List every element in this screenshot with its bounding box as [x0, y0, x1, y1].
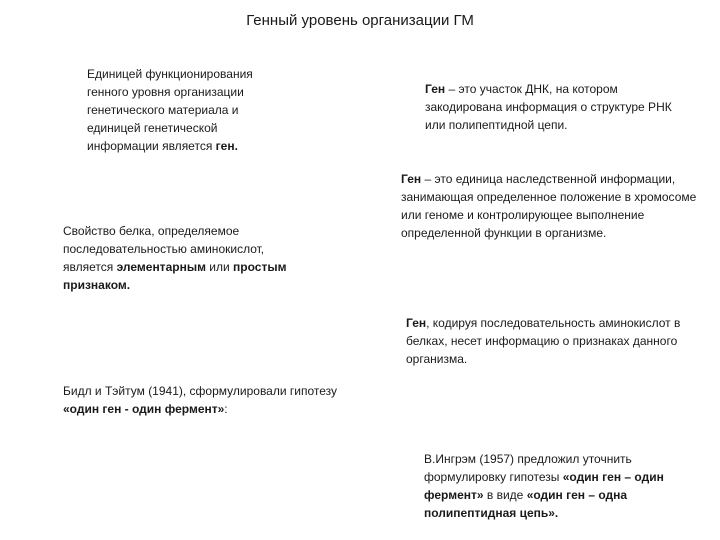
- bold-term: «один ген – один фермент»: [424, 470, 664, 502]
- text-block-gene-unit: [87, 65, 287, 155]
- text: – это участок ДНК, на котором закодирована информация о структуре РНК или полипептидной цепи.: [425, 82, 672, 132]
- bold-term: элементарным: [116, 260, 206, 274]
- bold-term: «один ген – одна полипептидная цепь».: [424, 488, 628, 520]
- text: Бидл и Тэйтум (1941), сформулировали гипотезу: [63, 384, 338, 398]
- page-title: Генный уровень организации ГМ: [246, 12, 474, 29]
- bold-term: Ген: [401, 172, 422, 186]
- text: В.Ингрэм (1957) предложил уточнить формулировку гипотезы: [424, 452, 632, 484]
- text: или: [205, 260, 234, 274]
- text-block-protein-trait: [63, 222, 303, 294]
- text: Свойство белка, определяемое последовательностью аминокислот, является: [63, 224, 265, 274]
- text: в виде: [483, 488, 527, 502]
- text-block-gene-dna-definition: [425, 80, 695, 134]
- text-block-ingram: [424, 450, 694, 522]
- text: :: [224, 402, 228, 416]
- bold-term: Ген: [425, 82, 446, 96]
- text: , кодируя последовательность аминокислот в белках, несет информацию о признаках данного организма.: [406, 316, 681, 366]
- bold-term: ген.: [215, 139, 238, 153]
- text: – это единица наследственной информации, занимающая определенное положение в хромосоме или геноме и контролирующее выполнение определенной функции в организме.: [401, 172, 697, 240]
- bold-term: «один ген - один фермент»: [63, 402, 225, 416]
- bold-term: простым признаком.: [63, 260, 287, 292]
- text-block-gene-heredity-definition: [401, 170, 706, 242]
- text-block-gene-encoding: [406, 314, 711, 368]
- text-block-beadle-tatum: [63, 382, 343, 418]
- text: Единицей функционирования генного уровня организации генетического материала и единицей генетической информации является: [87, 67, 253, 153]
- bold-term: Ген: [406, 316, 427, 330]
